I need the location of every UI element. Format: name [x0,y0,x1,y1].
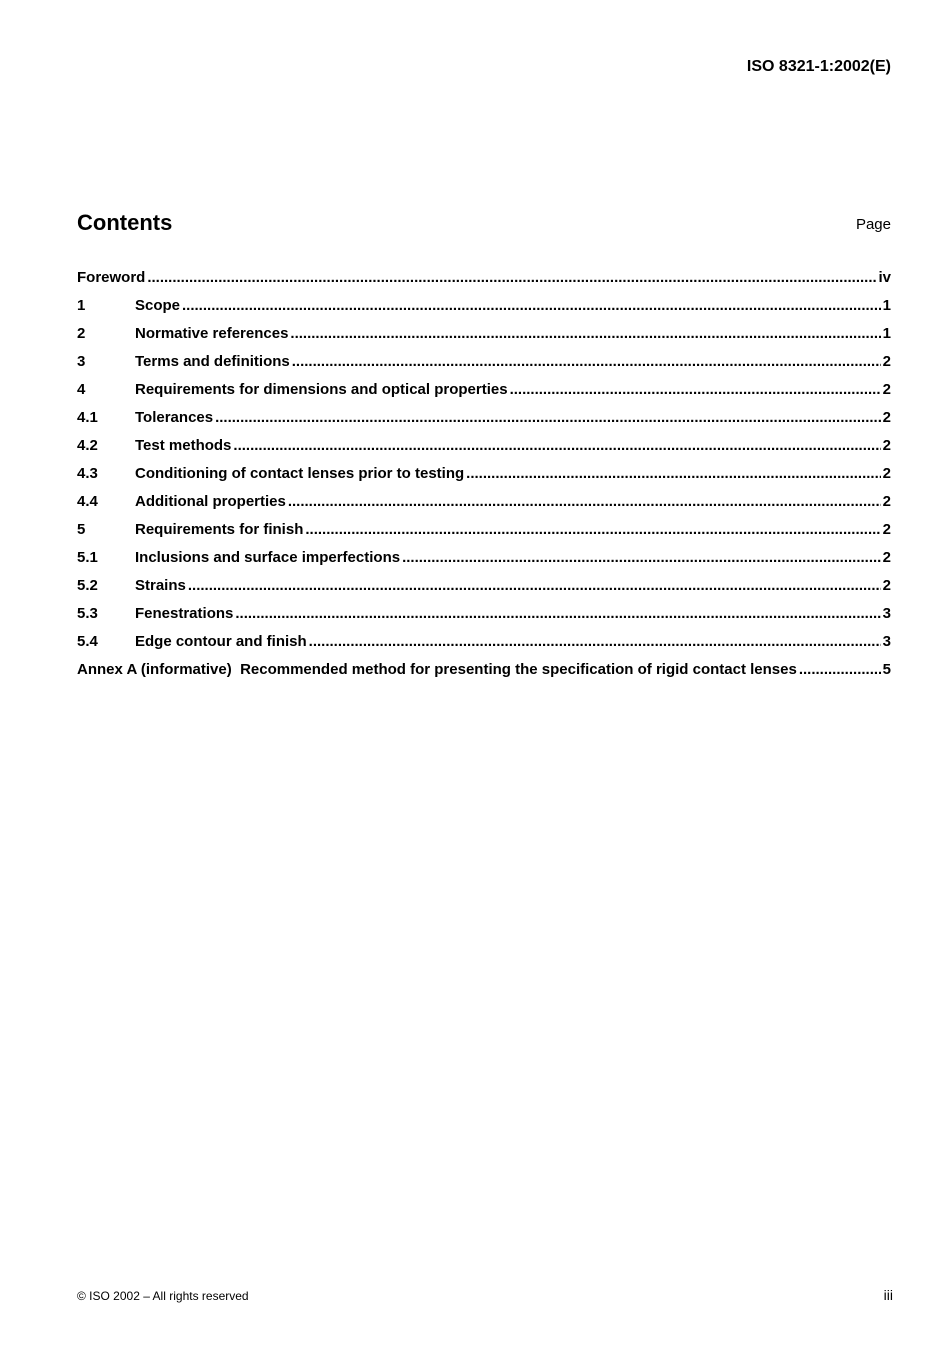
toc-entry-page: 2 [882,493,891,510]
footer-page-number: iii [883,1287,893,1303]
toc-entry-title: Scope [135,297,181,314]
toc-entry-title: Terms and definitions [135,353,290,370]
toc-entry-page: 2 [882,437,891,454]
toc-entry-title: Additional properties [135,493,286,510]
toc-leader-dots [182,296,881,316]
toc-entry-requirements-dimensions[interactable] [77,380,891,408]
toc-entry-foreword[interactable] [77,268,891,296]
toc-entry-page: 2 [882,465,891,482]
toc-entry-number: 1 [77,297,86,314]
toc-entry-page: 2 [882,577,891,594]
toc-entry-page: 3 [882,633,891,650]
toc-entry-annex-a[interactable] [77,660,891,688]
toc-entry-number: 4.3 [77,465,98,482]
page-column-label: Page [855,216,891,233]
toc-entry-title: Conditioning of contact lenses prior to testing [135,465,465,482]
toc-entry-number: 5 [77,521,86,538]
toc-entry-number: 5.2 [77,577,98,594]
toc-entry-page: 2 [882,549,891,566]
toc-entry-inclusions[interactable] [77,548,891,576]
table-of-contents [77,268,891,688]
toc-entry-scope[interactable] [77,296,891,324]
toc-entry-title: Inclusions and surface imperfections [135,549,401,566]
toc-entry-terms-definitions[interactable] [77,352,891,380]
contents-title: Contents [77,210,173,235]
toc-entry-fenestrations[interactable] [77,604,891,632]
toc-leader-dots [147,268,876,288]
toc-leader-dots [188,576,881,596]
toc-entry-number: 5.1 [77,549,98,566]
toc-entry-page: iv [878,269,891,286]
toc-leader-dots [799,660,881,680]
toc-entry-number: 4.1 [77,409,98,426]
footer-copyright: © ISO 2002 – All rights reserved [77,1289,249,1303]
toc-entry-title: Test methods [135,437,232,454]
toc-leader-dots [290,324,880,344]
toc-entry-edge-contour[interactable] [77,632,891,660]
toc-entry-normative-references[interactable] [77,324,891,352]
toc-entry-page: 3 [882,605,891,622]
toc-entry-page: 2 [882,353,891,370]
toc-entry-requirements-finish[interactable] [77,520,891,548]
toc-entry-number: 2 [77,325,86,342]
toc-entry-title: Edge contour and finish [135,633,307,650]
toc-entry-tolerances[interactable] [77,408,891,436]
document-id: ISO 8321-1:2002(E) [746,58,891,75]
toc-entry-page: 2 [882,521,891,538]
toc-entry-title: Requirements for finish [135,521,304,538]
toc-entry-title: Strains [135,577,186,594]
toc-entry-number: 5.4 [77,633,98,650]
toc-leader-dots [305,520,880,540]
toc-entry-number: 5.3 [77,605,98,622]
toc-entry-title: Normative references [135,325,289,342]
toc-entry-page: 1 [882,325,891,342]
toc-entry-title: Requirements for dimensions and optical properties [135,381,508,398]
toc-entry-title: Foreword [77,269,146,286]
toc-entry-test-methods[interactable] [77,436,891,464]
toc-entry-page: 1 [882,297,891,314]
toc-entry-page: 2 [882,381,891,398]
toc-entry-number: 4.4 [77,493,98,510]
toc-leader-dots [309,632,881,652]
toc-entry-additional-properties[interactable] [77,492,891,520]
toc-entry-title: Tolerances [135,409,214,426]
toc-entry-page: 5 [882,661,891,678]
toc-entry-page: 2 [882,409,891,426]
toc-leader-dots [510,380,881,400]
toc-entry-title: Annex A (informative) Recommended method for presenting the specification of rigid contact lenses [77,661,797,678]
toc-leader-dots [235,604,880,624]
toc-leader-dots [292,352,881,372]
toc-entry-number: 4.2 [77,437,98,454]
toc-entry-strains[interactable] [77,576,891,604]
toc-leader-dots [288,492,881,512]
toc-leader-dots [402,548,881,568]
toc-entry-title: Fenestrations [135,605,234,622]
toc-leader-dots [466,464,880,484]
toc-entry-number: 4 [77,381,86,398]
toc-entry-conditioning[interactable] [77,464,891,492]
toc-leader-dots [215,408,881,428]
toc-entry-number: 3 [77,353,86,370]
toc-leader-dots [233,436,880,456]
